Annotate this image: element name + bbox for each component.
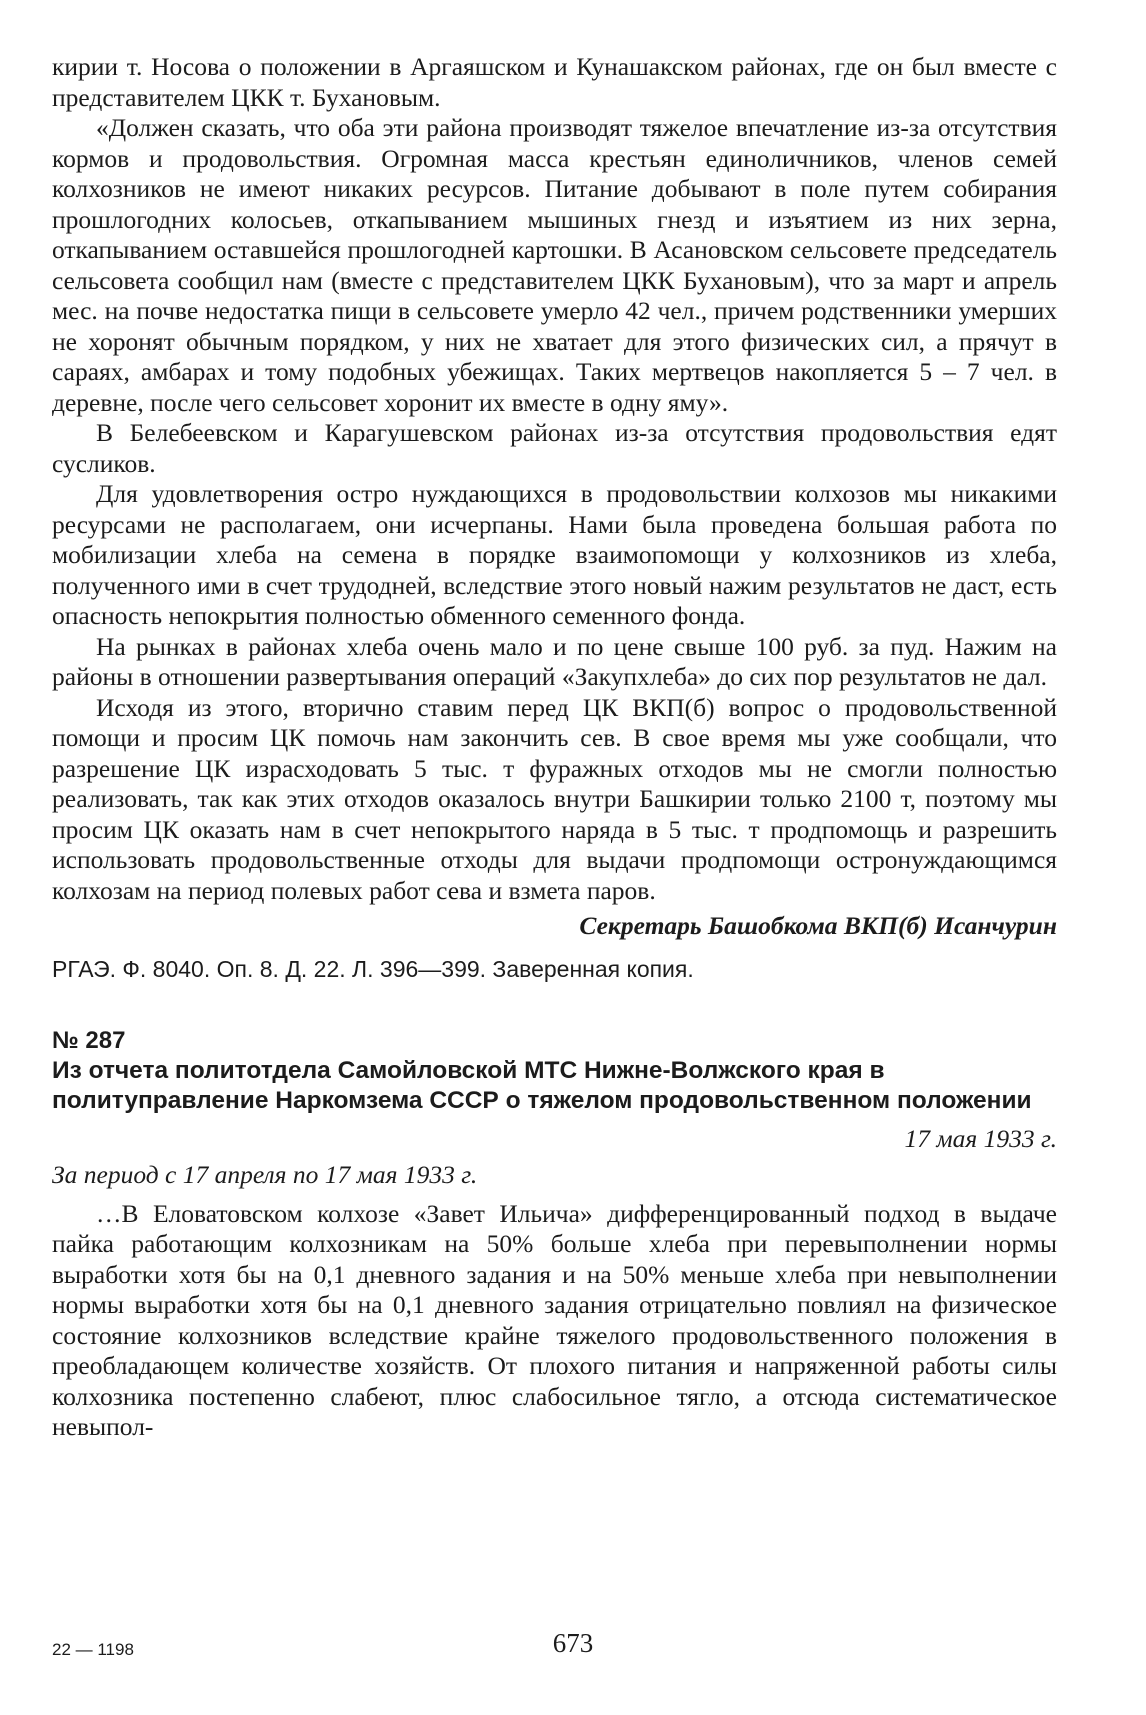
- paragraph-belebeev: В Белебеевском и Карагушевском районах из-за отсутствия продовольствия едят сусликов.: [52, 418, 1057, 478]
- paragraph-resources: Для удовлетворения остро нуждающихся в продовольствии колхозов мы никакими ресурсами не располагаем, они исчерпаны. Нами была проведена большая работа по мобилизации хлеба на семена в порядке взаимопомощи у колхозников из хлеба, полученного ими в счет трудодней, вследствие этого новый нажим результатов не даст, есть опасность непокрытия полностью обменного семенного фонда.: [52, 479, 1057, 630]
- page-body: [52, 52, 1057, 1443]
- signature: Секретарь Башобкома ВКП(б) Исанчурин: [579, 911, 1057, 940]
- paragraph-continuation: кирии т. Носова о положении в Аргаяшском и Кунашакском районах, где он был вместе с представителем ЦКК т. Бухановым.: [52, 52, 1057, 112]
- document-period: За период с 17 апреля по 17 мая 1933 г.: [52, 1160, 478, 1189]
- page-number: 673: [552, 1628, 594, 1658]
- paragraph-request: Исходя из этого, вторично ставим перед ЦК ВКП(б) вопрос о продовольственной помощи и просим ЦК помочь нам закончить сев. В свое время мы уже сообщали, что разрешение ЦК израсходовать 5 тыс. т фуражных отходов мы не смогли полностью реализовать, так как этих отходов оказалось внутри Башкирии только 2100 т, поэтому мы просим ЦК оказать нам в счет непокрытого наряда в 5 тыс. т продпомощь и разрешить использовать продовольственные отходы для выдачи продпомощи остронуждающимся колхозам на период полевых работ сева и взмета паров.: [52, 692, 1057, 905]
- paragraph-elovatovsky: …В Еловатовском колхозе «Завет Ильича» дифференцированный подход в выдаче пайка работающим колхозникам на 50% больше хлеба при перевыполнении нормы выработки хотя бы на 0,1 дневного задания и на 50% меньше хлеба при невыполнении нормы выработки хотя бы на 0,1 дневного задания отрицательно повлиял на физическое состояние колхозников вследствие крайне тяжелого продовольственного положения в преобладающем количестве хозяйств. От плохого питания и напряженной работы силы колхозника постепенно слабеют, плюс слабосильное тягло, а отсюда систематическое невыпол-: [52, 1198, 1057, 1441]
- document-title: Из отчета политотдела Самойловской МТС Нижне-Волжского края в политуправление Наркомзема СССР о тяжелом продовольственном положении: [52, 1056, 1032, 1114]
- document-number: № 287: [52, 1026, 126, 1054]
- archive-reference: РГАЭ. Ф. 8040. Оп. 8. Д. 22. Л. 396—399. Заверенная копия.: [52, 955, 694, 982]
- document-date: 17 мая 1933 г.: [904, 1123, 1057, 1153]
- paragraph-markets: На рынках в районах хлеба очень мало и по цене свыше 100 руб. за пуд. Нажим на районы в отношении развертывания операций «Закупхлеба» до сих пор результатов не дал.: [52, 631, 1057, 691]
- paragraph-quote: «Должен сказать, что оба эти района производят тяжелое впечатление из-за отсутствия кормов и продовольствия. Огромная масса крестьян единоличников, членов семей колхозников не имеют никаких ресурсов. Питание добывают в поле путем собирания прошлогодних колосьев, откапыванием мышиных гнезд и изъятием из них зерна, откапыванием оставшейся прошлогодней картошки. В Асановском сельсовете председатель сельсовета сообщил нам (вместе с представителем ЦКК Бухановым), что за март и апрель мес. на почве недостатка пищи в сельсовете умерло 42 чел., причем родственники умерших не хоронят обычным порядком, у них не хватает для этого физических сил, а прячут в сараях, амбарах и тому подобных убежищах. Таких мертвецов накопляется 5 – 7 чел. в деревне, после чего сельсовет хоронит их вместе в одну яму».: [52, 113, 1057, 417]
- footer-print-code: 22 — 1198: [52, 1640, 134, 1659]
